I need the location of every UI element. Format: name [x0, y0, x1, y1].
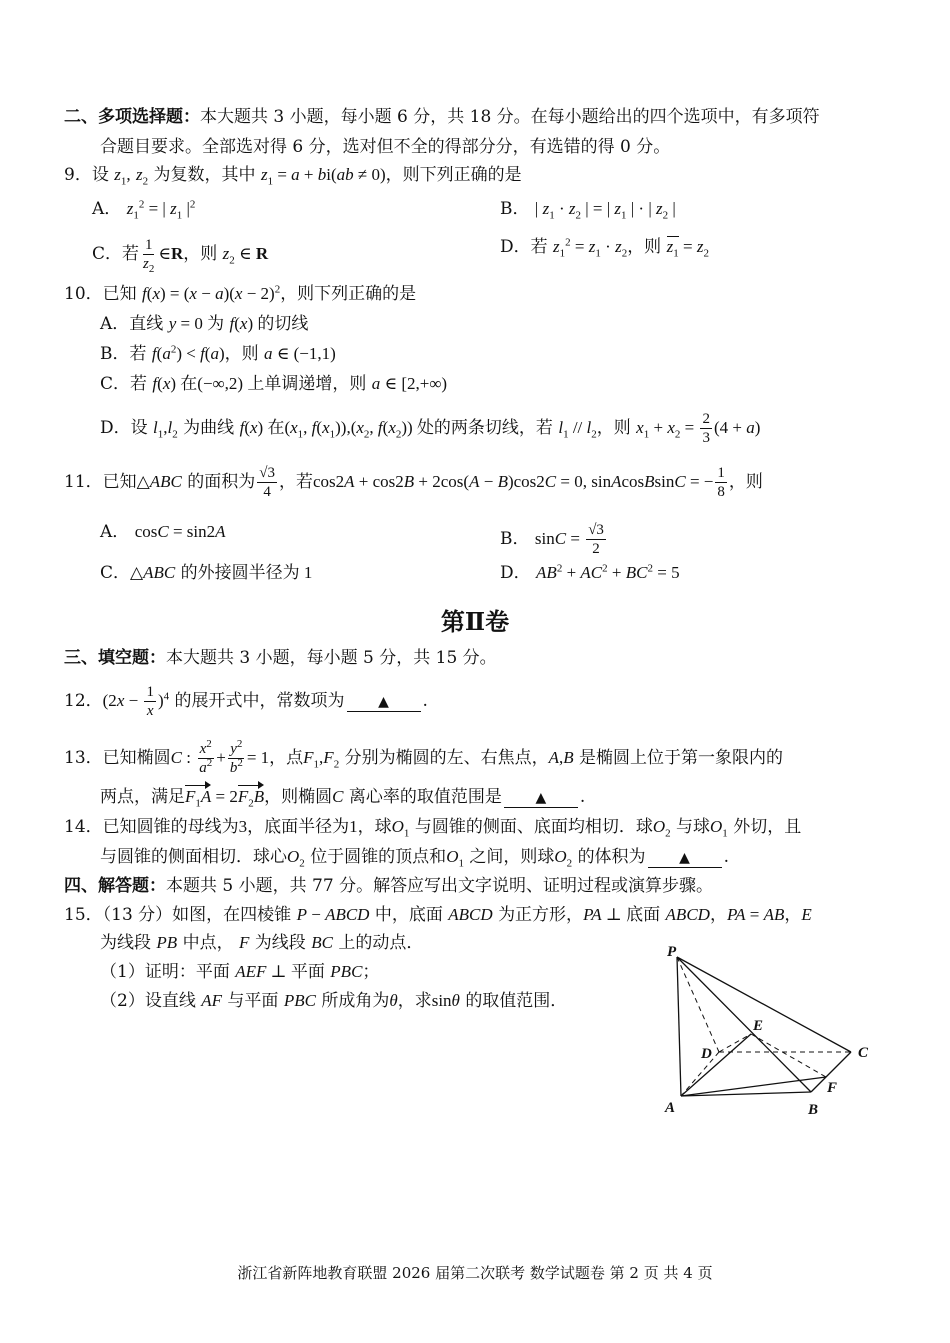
question-11-option-d: D． $AB^2 + AC^2 + BC^2 = 5$ [500, 562, 680, 583]
question-10-option-a: A．直线 y = 0 为 f(x) 的切线 [100, 314, 309, 334]
edge-ad [681, 1052, 719, 1096]
section-3-intro: 三、填空题：本大题共 3 小题，每小题 5 分，共 15 分。 [64, 648, 497, 668]
question-15-part-1: （1）证明：平面 AEF ⊥ 平面 PBC； [100, 962, 380, 982]
question-10-option-c: C．若 f(x) 在(−∞,2) 上单调递增，则 a ∈ [2,+∞) [100, 374, 448, 394]
question-14-line-1: 14．已知圆锥的母线为3，底面半径为1，球$O_1$ 与圆锥的侧面、底面均相切．球$O_2$ 与球$O_1$ 外切，且 [64, 817, 802, 840]
question-13-line-1: 13．已知椭圆C : $\frac{x^2}{a^2}$ + $\frac{y^2}{b^2}$ = 1，点$F_1,F_2$ 分别为椭圆的左、右焦点，A,B 是椭圆上位于第一象限内的 [64, 738, 784, 776]
question-9-option-a: A． $z_1^2$ = | $z_1$ $|^2$ [92, 198, 196, 222]
question-9-option-d: D．若 $z_1^2 = z_1 \cdot z_2$，则 $z_1 = z_2$ [500, 236, 709, 260]
edge-ae [681, 1034, 751, 1096]
question-11-option-c: C．△ABC 的外接圆半径为 1 [100, 563, 313, 583]
question-10-option-b: B．若 $f(a^2) < f(a)$，则 a ∈ (−1,1) [100, 343, 336, 364]
label-e: E [753, 1018, 764, 1034]
edge-pc [677, 957, 851, 1052]
question-10-stem: 10．已知 $f(x) = (x - a)(x - 2)^2$，则下列正确的是 [64, 283, 417, 304]
question-14-line-2: 与圆锥的侧面相切．球心$O_2$ 位于圆锥的顶点和$O_1$ 之间，则球$O_2$ 的体积为 ▲ . [100, 847, 729, 870]
section-2-intro: 二、多项选择题：本大题共 3 小题，每小题 6 分，共 18 分。在每小题给出的四个选项中，有多项符 [64, 107, 820, 127]
question-15-line-2: 为线段 PB 中点， F 为线段 BC 上的动点． [100, 933, 424, 953]
label-c: C [858, 1045, 869, 1061]
question-9-stem: 9．设 $z_1$, $z_2$ 为复数，其中 $z_1 = a + bi(ab \ne 0)$，则下列正确的是 [64, 165, 522, 188]
section-2-intro-2: 合题目要求。全部选对得 6 分，选对但不全的得部分分，有选错的得 0 分。 [100, 137, 671, 157]
part-2-title: 第Ⅱ卷 [440, 607, 510, 636]
page-footer: 浙江省新阵地教育联盟 2026 届第二次联考 数学试题卷 第 2 页 共 4 页 [237, 1264, 713, 1282]
edge-de [719, 1034, 751, 1052]
question-11-stem: 11．已知△ABC 的面积为 $\frac{√3}{4}$ ，若cos2A + cos2B + 2cos(A − B)cos2C = 0, sinAcosBsinC = − $\frac{1}{8}$ ，则 [64, 465, 763, 500]
question-12: 12．(2x − $\frac{1}{x}$ )$^4$ 的展开式中，常数项为 ▲ . [64, 684, 428, 719]
answer-blank-12[interactable]: ▲ [347, 693, 421, 712]
label-f: F [827, 1080, 838, 1096]
question-11-option-b: B． sinC = $\frac{√3}{2}$ [500, 522, 604, 557]
label-a: A [665, 1100, 676, 1116]
question-10-option-d: D．设 $l_1,l_2$ 为曲线 f(x) 在($x_1$, $f(x_1)),(x_2$, $f(x_2)$) 处的两条切线，若 $l_1 // l_2$，则 $x_1 + x_2$ = $\frac{2}{3}$ (4 + a) [100, 411, 761, 446]
pyramid-figure [655, 942, 900, 1127]
label-b: B [808, 1102, 819, 1118]
question-9-option-c: C．若 $\frac{1}{z_2}$ ∈R，则 $z_2$ ∈ R [92, 237, 269, 275]
edge-pa [677, 957, 681, 1096]
label-p: P [667, 944, 677, 960]
edge-ef [751, 1034, 826, 1077]
answer-blank-13[interactable]: ▲ [504, 789, 578, 808]
question-11-option-a: A． cosC = sin2A [100, 522, 226, 542]
answer-blank-14[interactable]: ▲ [648, 849, 722, 868]
question-13-line-2: 两点，满足$F_1A = 2F_2B$，则椭圆C 离心率的取值范围是 ▲ . [100, 787, 586, 810]
label-d: D [701, 1046, 712, 1062]
question-15-line-1: 15．（13 分）如图，在四棱锥 P − ABCD 中，底面 ABCD 为正方形，PA ⊥ 底面 ABCD，PA = AB，E [64, 905, 812, 925]
question-15-part-2: （2）设直线 AF 与平面 PBC 所成角为θ，求sinθ 的取值范围． [100, 991, 568, 1011]
edge-pd [677, 957, 719, 1052]
section-4-intro: 四、解答题：本题共 5 小题，共 77 分。解答应写出文字说明、证明过程或演算步骤。 [64, 876, 714, 896]
question-9-option-b: B． | $z_1 \cdot z_2$ | = | $z_1$ | · | $z_2$ | [500, 199, 676, 222]
edge-pb [677, 957, 811, 1092]
